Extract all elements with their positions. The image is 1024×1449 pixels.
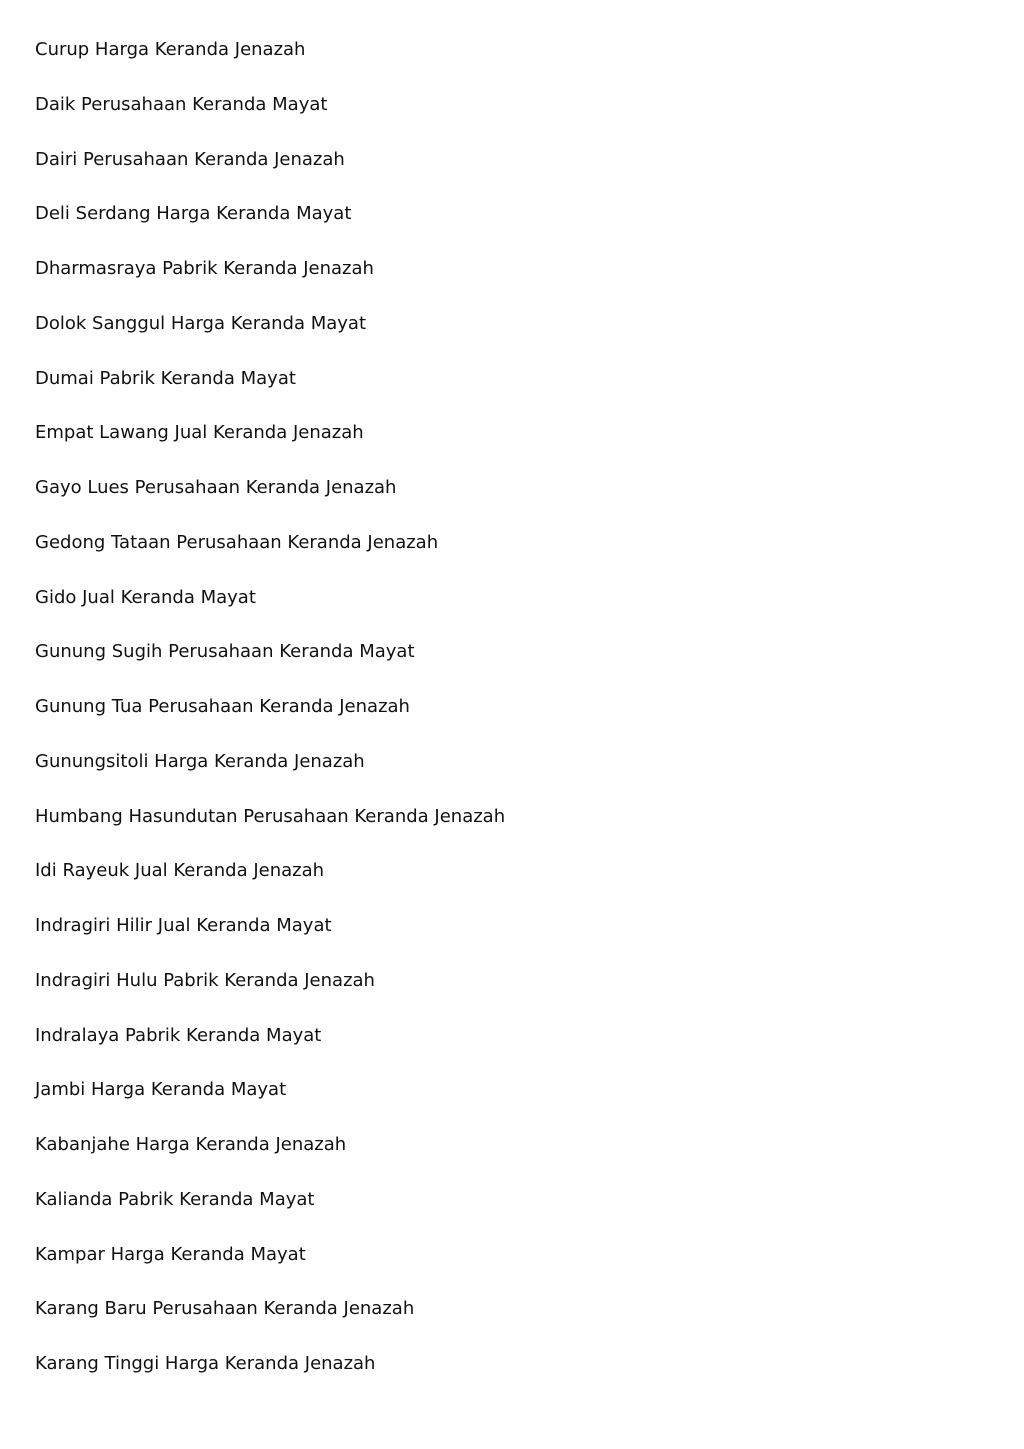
list-item-link[interactable]: Empat Lawang Jual Keranda Jenazah <box>35 422 364 444</box>
list-item-link[interactable]: Idi Rayeuk Jual Keranda Jenazah <box>35 860 325 882</box>
list-item-link[interactable]: Dumai Pabrik Keranda Mayat <box>35 367 296 389</box>
list-item[interactable] <box>35 91 505 146</box>
list-item-link[interactable]: Kalianda Pabrik Keranda Mayat <box>35 1188 315 1210</box>
list-item[interactable] <box>35 1076 505 1131</box>
list-item[interactable] <box>35 419 505 474</box>
list-item-link[interactable]: Kabanjahe Harga Keranda Jenazah <box>35 1134 347 1155</box>
list-item-link[interactable]: Dairi Perusahaan Keranda Jenazah <box>35 148 345 170</box>
list-item-link[interactable]: Humbang Hasundutan Perusahaan Keranda Jenazah <box>35 805 506 827</box>
list-item[interactable] <box>35 474 505 529</box>
list-item[interactable] <box>35 912 505 967</box>
list-item[interactable] <box>35 857 505 912</box>
list-item[interactable] <box>35 693 505 748</box>
location-list <box>35 36 505 1405</box>
list-item[interactable] <box>35 1022 505 1077</box>
list-item[interactable] <box>35 584 505 639</box>
list-item-link[interactable]: Indragiri Hulu Pabrik Keranda Jenazah <box>35 969 375 991</box>
list-item[interactable] <box>35 255 505 310</box>
list-item-link[interactable]: Gunung Sugih Perusahaan Keranda Mayat <box>35 641 415 663</box>
list-item[interactable] <box>35 967 505 1022</box>
list-item-link[interactable]: Gedong Tataan Perusahaan Keranda Jenazah <box>35 531 439 553</box>
list-item-link[interactable]: Kampar Harga Keranda Mayat <box>35 1243 306 1265</box>
list-item[interactable] <box>35 1350 505 1405</box>
list-item[interactable] <box>35 310 505 365</box>
list-item[interactable] <box>35 638 505 693</box>
list-item[interactable] <box>35 1241 505 1296</box>
list-item[interactable] <box>35 365 505 420</box>
list-item[interactable] <box>35 803 505 858</box>
list-item-link[interactable]: Karang Tinggi Harga Keranda Jenazah <box>35 1353 376 1374</box>
list-item-link[interactable]: Indralaya Pabrik Keranda Mayat <box>35 1024 322 1046</box>
list-item[interactable] <box>35 200 505 255</box>
list-item[interactable] <box>35 748 505 803</box>
list-item-link[interactable]: Karang Baru Perusahaan Keranda Jenazah <box>35 1298 415 1320</box>
list-item-link[interactable]: Indragiri Hilir Jual Keranda Mayat <box>35 915 332 936</box>
list-item[interactable] <box>35 36 505 91</box>
list-item-link[interactable]: Curup Harga Keranda Jenazah <box>35 39 306 60</box>
list-item-link[interactable]: Gido Jual Keranda Mayat <box>35 586 256 608</box>
list-item-link[interactable]: Jambi Harga Keranda Mayat <box>35 1079 287 1101</box>
list-item-link[interactable]: Gayo Lues Perusahaan Keranda Jenazah <box>35 477 397 498</box>
list-item-link[interactable]: Dolok Sanggul Harga Keranda Mayat <box>35 312 367 334</box>
list-item-link[interactable]: Dharmasraya Pabrik Keranda Jenazah <box>35 258 374 279</box>
list-item-link[interactable]: Gunungsitoli Harga Keranda Jenazah <box>35 750 365 772</box>
list-item-link[interactable]: Daik Perusahaan Keranda Mayat <box>35 93 328 115</box>
list-item[interactable] <box>35 1186 505 1241</box>
list-item-link[interactable]: Deli Serdang Harga Keranda Mayat <box>35 203 352 225</box>
list-item-link[interactable]: Gunung Tua Perusahaan Keranda Jenazah <box>35 696 410 717</box>
list-item[interactable] <box>35 1295 505 1350</box>
list-item[interactable] <box>35 529 505 584</box>
list-item[interactable] <box>35 146 505 201</box>
list-item[interactable] <box>35 1131 505 1186</box>
